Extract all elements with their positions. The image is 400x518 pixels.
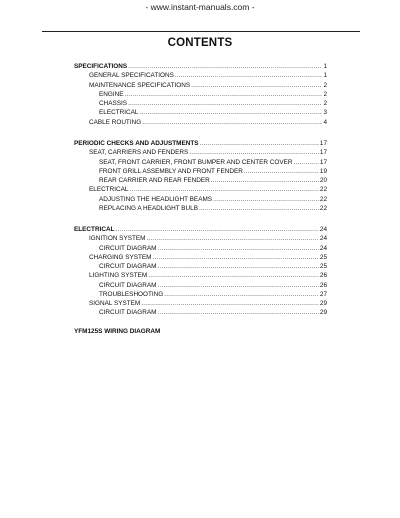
dot-leader — [148, 271, 319, 280]
toc-entry — [74, 204, 327, 213]
toc-entry-page: 17 — [319, 140, 327, 147]
toc-section-electrical — [74, 225, 327, 318]
toc-entry-page: 22 — [319, 204, 327, 212]
toc-entry — [74, 139, 327, 148]
toc-entry-page: 19 — [319, 167, 327, 175]
toc-entry-page: 22 — [319, 195, 327, 203]
toc-entry-page: 17 — [319, 158, 327, 166]
dot-leader — [191, 81, 322, 90]
wiring-diagram-heading: YFM125S WIRING DIAGRAM — [74, 328, 161, 335]
dot-leader — [129, 185, 318, 194]
toc-entry-page: 24 — [319, 235, 327, 243]
dot-leader — [157, 244, 318, 253]
toc-entry-page: 1 — [323, 63, 327, 70]
toc-entry — [74, 281, 327, 290]
dot-leader — [200, 139, 319, 148]
toc-entry-label: ELECTRICAL — [89, 186, 129, 194]
page-title: CONTENTS — [167, 37, 233, 49]
dot-leader — [128, 62, 322, 71]
toc-entry-page: 24 — [319, 226, 327, 233]
toc-entry-page: 3 — [323, 109, 327, 117]
toc-entry-page: 4 — [323, 118, 327, 126]
toc-entry-page: 29 — [319, 300, 327, 307]
toc-entry-label: CIRCUIT DIAGRAM — [99, 244, 157, 252]
toc-entry-label: ELECTRICAL — [99, 109, 139, 117]
toc-entry — [74, 299, 327, 308]
toc-entry-label: ADJUSTING THE HEADLIGHT BEAMS — [99, 195, 213, 203]
toc-entry — [74, 148, 327, 157]
dot-leader — [157, 262, 318, 271]
toc-entry-page: 27 — [319, 290, 327, 298]
dot-leader — [157, 308, 318, 317]
toc-entry — [74, 71, 327, 80]
header-rule — [42, 31, 360, 32]
toc-entry — [74, 99, 327, 108]
toc-entry-label: LIGHTING SYSTEM — [89, 272, 148, 280]
toc-entry-label: REAR CARRIER AND REAR FENDER — [99, 177, 210, 184]
toc-entry-page: 20 — [319, 177, 327, 184]
toc-entry-page: 24 — [319, 244, 327, 252]
dot-leader — [294, 158, 319, 167]
toc-entry-page: 22 — [319, 186, 327, 194]
toc-entry-page: 2 — [323, 90, 327, 98]
toc-entry-page: 25 — [319, 263, 327, 270]
toc-entry-page: 25 — [319, 253, 327, 261]
toc-entry-label: CIRCUIT DIAGRAM — [99, 263, 157, 270]
toc-entry — [74, 253, 327, 262]
toc-entry-page: 26 — [319, 272, 327, 280]
toc-entry-label: MAINTENANCE SPECIFICATIONS — [89, 81, 191, 89]
toc-entry-label: PERIODIC CHECKS AND ADJUSTMENTS — [74, 140, 199, 147]
toc-entry — [74, 118, 327, 127]
toc-entry — [74, 308, 327, 317]
toc-entry-label: CHARGING SYSTEM — [89, 253, 152, 261]
dot-leader — [211, 176, 319, 185]
watermark: - www.instant-manuals.com - — [145, 2, 255, 12]
toc-entry — [74, 225, 327, 234]
dot-leader — [175, 71, 323, 80]
dot-leader — [199, 204, 319, 213]
toc-section-periodic-checks — [74, 139, 327, 213]
toc-entry — [74, 62, 327, 71]
toc-entry-label: CABLE ROUTING — [89, 118, 142, 126]
toc-entry-label: REPLACING A HEADLIGHT BULB — [99, 204, 198, 212]
toc-entry-label: SPECIFICATIONS — [74, 63, 128, 70]
toc-entry-label: FRONT GRILL ASSEMBLY AND FRONT FENDER — [99, 167, 243, 175]
toc-entry-label: CIRCUIT DIAGRAM — [99, 309, 157, 317]
dot-leader — [153, 253, 319, 262]
toc-entry — [74, 271, 327, 280]
toc-entry-page: 2 — [323, 100, 327, 107]
dot-leader — [146, 234, 318, 243]
toc-entry-label: GENERAL SPECIFICATIONS — [89, 72, 174, 80]
toc-entry-label: IGNITION SYSTEM — [89, 235, 146, 243]
dot-leader — [189, 148, 319, 157]
toc-entry-page: 17 — [319, 149, 327, 157]
dot-leader — [213, 195, 319, 204]
toc-entry-label: CHASSIS — [99, 100, 128, 107]
toc-entry-label: SEAT, CARRIERS AND FENDERS — [89, 149, 189, 157]
dot-leader — [125, 90, 323, 99]
toc-entry-page: 2 — [323, 81, 327, 89]
dot-leader — [164, 290, 319, 299]
dot-leader — [157, 281, 318, 290]
toc-entry — [74, 234, 327, 243]
toc-entry — [74, 158, 327, 167]
toc-entry-page: 26 — [319, 281, 327, 289]
toc-entry — [74, 176, 327, 185]
toc-entry — [74, 90, 327, 99]
toc-entry-label: ELECTRICAL — [74, 226, 115, 233]
toc-entry-label: CIRCUIT DIAGRAM — [99, 281, 157, 289]
toc-entry-label: ENGINE — [99, 90, 124, 98]
toc-entry-page: 29 — [319, 309, 327, 317]
toc-entry — [74, 108, 327, 117]
toc-entry — [74, 244, 327, 253]
toc-entry — [74, 185, 327, 194]
dot-leader — [139, 108, 322, 117]
dot-leader — [244, 167, 319, 176]
dot-leader — [128, 99, 322, 108]
toc-entry-page: 1 — [323, 72, 327, 80]
toc-entry-label: SEAT, FRONT CARRIER, FRONT BUMPER AND CENTER COVER — [99, 158, 293, 166]
toc-section-specifications — [74, 62, 327, 127]
toc-entry — [74, 290, 327, 299]
dot-leader — [142, 118, 322, 127]
toc-entry — [74, 167, 327, 176]
toc-entry — [74, 195, 327, 204]
toc-entry-label: SIGNAL SYSTEM — [89, 300, 141, 307]
toc-entry — [74, 262, 327, 271]
dot-leader — [141, 299, 319, 308]
dot-leader — [115, 225, 318, 234]
toc-entry-label: TROUBLESHOOTING — [99, 290, 164, 298]
toc-entry — [74, 81, 327, 90]
